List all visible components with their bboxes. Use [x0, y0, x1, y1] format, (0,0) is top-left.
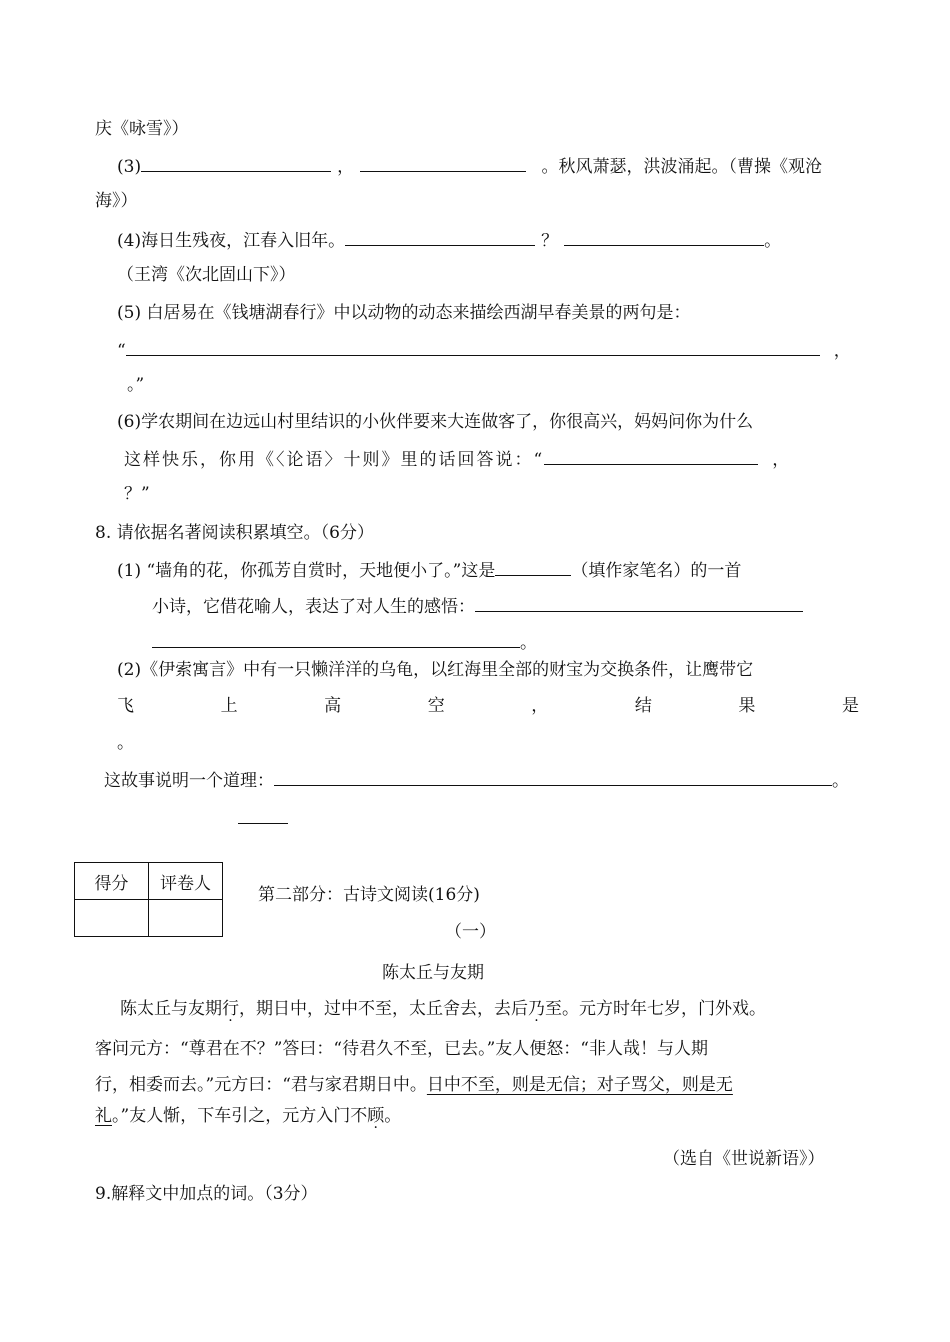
q8-part-1-text-b: （填作家笔名）的一首 [571, 561, 742, 581]
q8-part-1-author-blank[interactable] [495, 557, 571, 576]
q7-item-3 [117, 153, 822, 179]
q7-item-6-prompt: 这样快乐，你用《〈论语〉十则》里的话回答说：“ [124, 450, 545, 470]
q8-part-2-lesson-period: 。 [832, 771, 849, 791]
q8-part-2-char: 是 [841, 696, 859, 716]
q7-item-4 [117, 227, 781, 253]
grader-cell[interactable] [149, 900, 223, 937]
dotted-word-nai: 乃 [528, 999, 545, 1019]
q7-item-6-blank[interactable] [544, 446, 758, 465]
underlined-sentence: 日中不至，则是无信；对子骂父，则是无 [426, 1075, 733, 1095]
q7-item-5-comma: ， [833, 341, 851, 361]
q7-item-5-blank[interactable] [126, 337, 820, 356]
q8-part-1-period: 。 [520, 633, 537, 653]
q8-part-1-insight-blank-2[interactable] [152, 629, 520, 648]
score-cell[interactable] [75, 900, 149, 937]
q7-item-3-number: (3) [117, 157, 142, 177]
q8-part-1-line-2-text: 小诗，它借花喻人，表达了对人生的感悟： [152, 597, 475, 617]
q7-item-3-continuation: 海》） [95, 191, 138, 211]
grader-header: 评卷人 [149, 863, 223, 900]
q8-part-2-char: 结 [634, 696, 652, 716]
q7-item-4-question-mark: ？ [541, 231, 559, 251]
q8-part-2-line-2 [117, 694, 859, 718]
part-2-title: 第二部分：古诗文阅读(16分) [258, 885, 480, 905]
q7-item-5-close: 。” [127, 375, 145, 395]
q8-part-2-line-1: (2)《伊索寓言》中有一只懒洋洋的乌龟，以红海里全部的财宝为交换条件，让鹰带它 [117, 660, 754, 680]
passage-text: 。”友人惭，下车引之，元方入门不 [112, 1106, 368, 1126]
q7-item-5: (5) 白居易在《钱塘湖春行》中以动物的动态来描绘西湖早春美景的两句是： [117, 303, 691, 323]
q7-item-5-open-quote: “ [117, 341, 126, 361]
part-2-subsection: （一） [445, 922, 496, 942]
question-9: 9.解释文中加点的词。（3分） [95, 1184, 318, 1204]
passage-line-3 [95, 1073, 733, 1097]
q7-item-4-source: （王湾《次北固山下》） [117, 265, 296, 285]
q7-item-3-text: 。秋风萧瑟，洪波涌起。（曹操《观沧 [541, 157, 822, 177]
q8-title: 8. 请依据名著阅读积累填空。（6分） [95, 523, 374, 543]
dotted-word-xing: 行 [222, 999, 239, 1019]
passage-text: ，期日中，过中不至，太丘舍去，去后 [239, 999, 528, 1019]
passage-line-1 [120, 997, 766, 1021]
q8-part-2-line-3 [104, 767, 849, 793]
q8-part-1-line-3 [152, 629, 537, 655]
q8-part-2-char: 空 [427, 696, 445, 716]
q7-item-4-period: 。 [764, 231, 782, 251]
short-underline [238, 823, 288, 824]
q7-item-3-blank-2[interactable] [360, 153, 526, 172]
q8-part-1-insight-blank-1[interactable] [475, 593, 803, 612]
q8-part-2-char: 果 [738, 696, 756, 716]
score-header: 得分 [75, 863, 149, 900]
q8-part-1-line-1 [117, 557, 741, 583]
passage-line-4 [95, 1104, 401, 1128]
q8-part-1-text-a: (1) “墙角的花，你孤芳自赏时，天地便小了。”这是 [117, 561, 496, 581]
score-table [74, 862, 223, 937]
passage-line-2: 客问元方：“尊君在不？”答曰：“待君久不至，已去。”友人便怒：“非人哉！与人期 [95, 1039, 708, 1059]
q7-item-6-line-2 [124, 446, 791, 472]
passage-text: 。 [384, 1106, 402, 1126]
q7-item-6-line-1: (6)学农期间在边远山村里结识的小伙伴要来大连做客了，你很高兴，妈妈问你为什么 [117, 412, 754, 432]
passage-text: 陈太丘与友期 [120, 999, 222, 1019]
q8-part-1-line-2 [152, 593, 803, 619]
passage-text: 行，相委而去。”元方曰：“君与家君期日中。 [95, 1075, 427, 1095]
dotted-word-gu: 顾 [367, 1106, 385, 1126]
q8-part-2-char: ， [531, 696, 549, 716]
passage-text: 至。元方时年七岁，门外戏。 [545, 999, 766, 1019]
q8-part-2-lesson-blank[interactable] [274, 767, 832, 786]
underlined-sentence-end: 礼 [95, 1106, 112, 1126]
q8-part-2-period: 。 [117, 733, 134, 753]
passage-title: 陈太丘与友期 [382, 963, 484, 983]
passage-source: （选自《世说新语》） [663, 1149, 825, 1169]
q8-part-2-char: 飞 [117, 696, 134, 716]
q8-part-2-lesson-label: 这故事说明一个道理： [104, 771, 274, 791]
q7-item-3-blank-1[interactable] [141, 153, 331, 172]
q8-part-2-char: 上 [220, 696, 238, 716]
q7-line-1: 庆《咏雪》） [95, 119, 189, 139]
q7-item-5-answer-line [117, 337, 851, 363]
q7-item-3-comma: ， [337, 157, 355, 177]
q7-item-6-close: ？” [124, 484, 150, 504]
q7-item-4-text: (4)海日生残夜，江春入旧年。 [117, 231, 346, 251]
q7-item-6-comma: ， [772, 450, 792, 470]
q7-item-4-blank-2[interactable] [564, 227, 764, 246]
q8-part-2-char: 高 [324, 696, 342, 716]
q7-item-4-blank-1[interactable] [345, 227, 535, 246]
